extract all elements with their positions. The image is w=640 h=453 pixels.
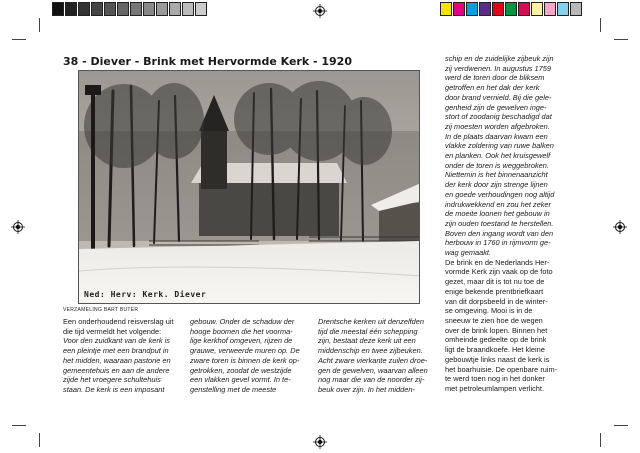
- text-line: vlakke zoldering van ruwe balken: [445, 141, 554, 151]
- text-line: sneeuw te zien hoe de wegen: [445, 315, 543, 325]
- text-line: Boven den ingang wordt van den: [445, 228, 554, 238]
- swatch: [130, 2, 142, 16]
- text-line: Niettemin is het binnenaanzicht: [445, 170, 548, 180]
- text-line: der kerk door zijn strenge lijnen: [445, 180, 548, 190]
- text-line: getroffen en het dak der kerk: [445, 83, 540, 93]
- text-line: over de brink lopen. Binnen het: [445, 325, 548, 335]
- text-line: stort of zoodanig beschadigd dat: [445, 112, 552, 122]
- church-winter-scene: [79, 71, 420, 304]
- swatch: [466, 2, 478, 16]
- text-line: staan. De kerk is een imposant: [63, 384, 165, 394]
- postcard-photo: [78, 70, 420, 304]
- swatch: [169, 2, 181, 16]
- swatch: [195, 2, 207, 16]
- color-calibration-bar: [440, 2, 583, 16]
- swatch: [91, 2, 103, 16]
- text-column-1: [63, 317, 174, 395]
- text-line: gezet, maar dit is tot nu toe de: [445, 277, 545, 287]
- text-line: ligt de braandkoefe. Het kleine: [445, 345, 545, 355]
- text-column-2: [190, 317, 300, 395]
- text-line: Acht zware vierkante zuilen droe-: [318, 355, 428, 365]
- swatch: [440, 2, 452, 16]
- text-line: zijn, bestaat deze kerk uit een: [318, 336, 416, 346]
- article-title: 38 - Diever - Brink met Hervormde Kerk - 1920: [63, 55, 352, 68]
- text-line: indrukwekkend en zou het zeker: [445, 199, 551, 209]
- swatch: [557, 2, 569, 16]
- text-line: gemeentehuis en aan de andere: [63, 365, 170, 375]
- swatch: [182, 2, 194, 16]
- text-line: gebouwtje links naast de kerk is: [445, 354, 550, 364]
- text-line: zij verdwenen. In augustus 1759: [445, 63, 552, 73]
- text-line: die tijd vermeldt het volgende:: [63, 326, 162, 336]
- text-line: lige kerkhof omgeven, rijzen de: [190, 336, 293, 346]
- text-line: genstelling met de meeste: [190, 384, 277, 394]
- text-line: se omgeving. Mooi is in de: [445, 306, 533, 316]
- text-line: gebouw. Onder de schaduw der: [190, 317, 295, 326]
- text-line: door brand vernield. Bij die gele-: [445, 92, 552, 102]
- text-line: en planken. Ook het kruisgewelf: [445, 151, 551, 161]
- swatch: [52, 2, 64, 16]
- grayscale-calibration-bar: [52, 2, 208, 16]
- text-line: herbouw in 1760 in rijmvorm ge-: [445, 238, 551, 248]
- text-line: omheinde gedeelte op de brink: [445, 335, 547, 345]
- registration-mark-right: [613, 220, 627, 234]
- text-line: te werd toen nog in het donker: [445, 374, 545, 384]
- text-line: zij moesten worden afgebroken.: [445, 121, 550, 131]
- swatch: [492, 2, 504, 16]
- text-line: van dit dorpsbeeld in de winter-: [445, 296, 548, 306]
- text-line: beuk over zijn. In het midden-: [318, 384, 415, 394]
- text-line: nog maar die van de noorder zij-: [318, 375, 425, 385]
- text-line: vormde Kerk zijn vaak op de foto: [445, 267, 553, 277]
- swatch: [479, 2, 491, 16]
- registration-mark-left: [11, 220, 25, 234]
- text-line: zware toren is binnen de kerk op-: [190, 355, 300, 365]
- text-line: het boarhuisie. De openbare ruim-: [445, 364, 558, 374]
- text-line: Een onderhoudend reisverslag uit: [63, 317, 174, 326]
- text-line: grauwe, verweerde muren op. De: [190, 346, 300, 356]
- text-line: Drentsche kerken uit denzelfden: [318, 317, 424, 326]
- text-line: enige bekende prentbriefkaart: [445, 286, 544, 296]
- photo-credit: VERZAMELING BART BUTER: [63, 307, 139, 313]
- text-line: wag gemaakt.: [445, 248, 492, 258]
- text-line: een vlakken gevel vormt. In te-: [190, 375, 291, 385]
- swatch: [156, 2, 168, 16]
- text-line: werd de toren door de bliksem: [445, 73, 545, 83]
- text-line: zijde het vroegere schultehuis: [63, 375, 161, 385]
- text-line: met petroleumlampen verlicht.: [445, 383, 544, 393]
- text-line: de moeite loonen het gebouw in: [445, 209, 550, 219]
- swatch: [453, 2, 465, 16]
- swatch: [143, 2, 155, 16]
- swatch: [518, 2, 530, 16]
- text-line: het midden, waaraan pastorie en: [63, 355, 171, 365]
- text-line: middenschip en twee zijbeuken.: [318, 346, 423, 356]
- text-column-3: [318, 317, 428, 395]
- text-column-4: [445, 54, 557, 394]
- text-line: hooge boomen die het voorma-: [190, 326, 293, 336]
- text-line: getrokken, zoodat de westzijde: [190, 365, 292, 375]
- text-line: De brink en de Nederlands Her-: [445, 257, 550, 267]
- text-line: Voor den zuidkant van de kerk is: [63, 336, 170, 346]
- text-line: In de plaats daarvan kwam een: [445, 131, 548, 141]
- swatch: [505, 2, 517, 16]
- swatch: [570, 2, 582, 16]
- text-line: een pleintje met een brandput in: [63, 346, 169, 356]
- swatch: [104, 2, 116, 16]
- swatch: [78, 2, 90, 16]
- text-line: schip en de zuidelijke zijbeuk zijn: [445, 54, 554, 63]
- swatch: [544, 2, 556, 16]
- text-line: onder de toren is weggebroken.: [445, 160, 549, 170]
- text-line: zijn ouden toestand te herstellen.: [445, 218, 554, 228]
- text-line: gen de gewelven, waarvan alleen: [318, 365, 428, 375]
- text-line: genheid zijn de gewelven inge-: [445, 102, 547, 112]
- swatch: [117, 2, 129, 16]
- registration-mark-top: [313, 4, 327, 18]
- postcard-caption: Ned: Herv: Kerk. Diever: [84, 290, 207, 299]
- text-line: en goede verhoudingen nog altijd: [445, 189, 555, 199]
- registration-mark-bottom: [313, 435, 327, 449]
- swatch: [531, 2, 543, 16]
- text-line: tijd die meestal één schepping: [318, 326, 418, 336]
- swatch: [65, 2, 77, 16]
